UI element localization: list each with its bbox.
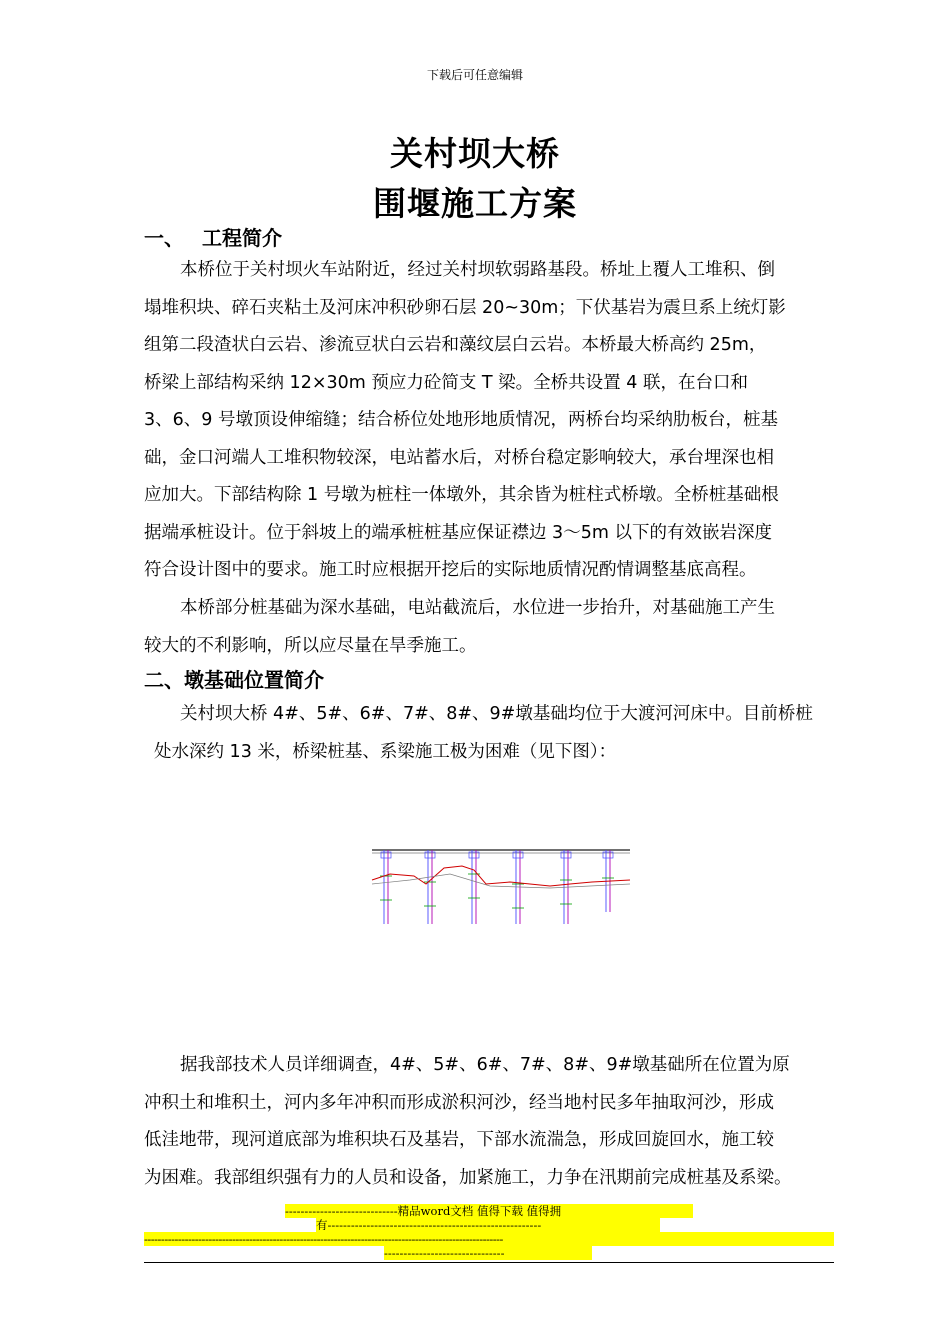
pier	[469, 850, 479, 924]
header-note: 下载后可任意编辑	[426, 68, 523, 82]
text-line: 本桥位于关村坝火车站附近，经过关村坝软弱路基段。桥址上覆人工堆积、倒	[180, 260, 775, 280]
text-line: 塌堆积块、碎石夹粘土及河床冲积砂卵石层 20~30m；下伏基岩为震旦系上统灯影	[144, 297, 786, 318]
text-line: 低洼地带，现河道底部为堆积块石及基岩，下部水流湍急，形成回旋回水，施工较	[144, 1130, 774, 1150]
section-number-1: 一、	[144, 226, 184, 250]
text-line: 桥梁上部结构采纳 12×30m 预应力砼简支 T 梁。全桥共设置 4 联，在台口和	[144, 372, 748, 393]
text-line: 关村坝大桥 4#、5#、6#、7#、8#、9#墩基础均位于大渡河河床中。目前桥桩	[180, 704, 813, 724]
pier	[381, 850, 391, 924]
text-line: 应加大。下部结构除 1 号墩为桩柱一体墩外，其余皆为桩柱式桥墩。全桥桩基础根	[144, 485, 779, 505]
bridge-piers	[381, 850, 613, 924]
text-line: 较大的不利影响，所以应尽量在旱季施工。	[144, 635, 477, 656]
footer-banner-line: 有-------------------------------------------------------	[316, 1218, 660, 1232]
section2-paragraph-1	[144, 696, 834, 771]
text-line: 组第二段渣状白云岩、渗流豆状白云岩和藻纹层白云岩。本桥最大桥高约 25m，	[144, 335, 767, 355]
bridge-elevation-drawing	[370, 840, 632, 936]
footer-banner-line: ----------------------------------------------------------------------------------------------------------	[144, 1232, 834, 1246]
footer-banner-line: -------------------------------	[384, 1246, 592, 1260]
footer-banner-line: -----------------------------精品word文档 值得下载 值得拥	[285, 1204, 693, 1218]
section2-paragraph-2	[144, 1047, 834, 1197]
section-title-1: 工程简介	[202, 226, 282, 250]
pier	[425, 850, 435, 924]
text-line: 本桥部分桩基础为深水基础，电站截流后，水位进一步抬升，对基础施工产生	[180, 598, 775, 618]
section-heading-1	[144, 222, 282, 251]
footer-rule	[144, 1262, 834, 1263]
document-subtitle: 围堰施工方案	[373, 184, 577, 223]
text-line: 据端承桩设计。位于斜坡上的端承桩桩基应保证襟边 3～5m 以下的有效嵌岩深度	[144, 522, 772, 543]
text-line: 据我部技术人员详细调查，4#、5#、6#、7#、8#、9#墩基础所在位置为原	[180, 1055, 790, 1075]
section1-paragraph-1	[144, 252, 834, 590]
ground-profile	[372, 866, 630, 888]
bridge-deck	[372, 850, 630, 853]
text-line: 冲积土和堆积土，河内多年冲积而形成淤积河沙，经当地村民多年抽取河沙，形成	[144, 1092, 774, 1113]
section1-paragraph-2	[144, 590, 834, 665]
section-heading-2: 二、墩基础位置简介	[144, 668, 324, 692]
document-title: 关村坝大桥	[390, 134, 560, 173]
text-line: 符合设计图中的要求。施工时应根据开挖后的实际地质情况酌情调整基底高程。	[144, 560, 757, 580]
text-line: 为困难。我部组织强有力的人员和设备，加紧施工，力争在汛期前完成桩基及系梁。	[144, 1167, 792, 1188]
text-line: 础，金口河端人工堆积物较深，电站蓄水后，对桥台稳定影响较大，承台埋深也相	[144, 447, 774, 468]
text-line: 3、6、9 号墩顶设伸缩缝；结合桥位处地形地质情况，两桥台均采纳肋板台，桩基	[144, 410, 778, 430]
text-line: 处水深约 13 米，桥梁桩基、系梁施工极为困难（见下图）：	[154, 741, 617, 762]
